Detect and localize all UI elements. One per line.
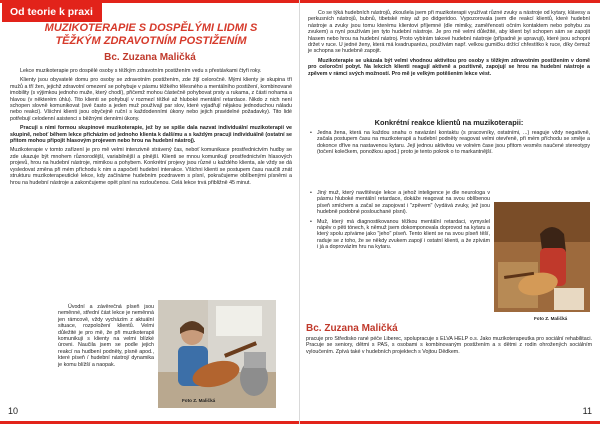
therapy-photo-right xyxy=(494,202,590,312)
photo-illustration xyxy=(494,202,590,312)
article-author: Bc. Zuzana Maličká xyxy=(104,52,196,63)
top-red-band xyxy=(300,0,600,3)
page-number-right: 11 xyxy=(582,406,592,416)
reaction-item: • Muž, který má diagnostikovanou těžkou mentální retardaci, vymyslel nápěv o pěti tónech, k němuž jsem dokomponovala doprovod na kytaru a který spolu zpíváme jako "jeho" píseň. Tento klient se na svou píseň těší, raduje se z toho, že se někdy zvukem zapojí i ostatní klienti, a že zpívám i já a doprovázím hru na kytaru. xyxy=(308,219,490,251)
reactions-subheading: Konkrétní reakce klientů na muzikoterapii: xyxy=(374,118,524,127)
photo-caption-right: Foto Z. Maličká xyxy=(534,316,568,321)
author-bio-text: pracuje pro Středisko rané péče Liberec, spolupracuje s ELVA HELP o.s. Jako muzikoterapeutka pro sociální rehabilitaci. Pracuje se seniory, dětmi s PAS, s osobami s kombinovaným postižením a s dětmi z rodin ohrožených sociálním vyloučením. Zpívá také v hudebních projektech s Vojtou Dědkem. xyxy=(306,336,592,355)
page-number-left: 10 xyxy=(8,406,19,416)
reactions-list xyxy=(308,190,490,251)
left-body-column xyxy=(10,68,292,189)
author-bio xyxy=(306,336,592,358)
photo-illustration xyxy=(158,300,276,408)
therapy-photo-left xyxy=(158,300,276,408)
left-paragraph: Klienty jsou obyvatelé domu pro osoby se zdravotním postižením, zde žijí celoročně. Mými klienty je skupina tří mužů a tří žen, jejichž zdravotní omezení se pohybuje v pásmu těžkého tělesného a mentálního postižení, kombinované imobility (s výjimkou jednoho muže, který chodí), přičemž mohou částečně pohybovat prsty a rukama, z části nohama a hlavou (v některém úhlu). Tito klienti se pohybují v rozmezí těžké až hluboké mentální retardace. Nikdo z nich není schopen slovně komunikovat (své často a jeden muž používají par slov, které vyjadřují nějakou jednoduchou náladu nebo reakci). Všichni klienti jsou obyčejně ruční s každodenními úkony nebo jejich pravidelné požadavky). Tito lidé potřebují celodenní asistenci s běžnými denními úkony. xyxy=(10,77,292,122)
photo-caption-left: Foto Z. Maličká xyxy=(182,398,216,403)
reactions-list-top xyxy=(308,130,590,159)
right-paragraph: Co se týká hudebních nástrojů, zkoušela jsem při muzikoterapii využívat různé zvuky a nástroje od kytary, klávesy a perkusních nástrojů, bubnů, tibetské misy až po didgeridoo. Vypozorovala jsem dle reakcí klientů, které hudební nástroje a zvuky jsou tomu kterému klientovi příjemné (dle mimiky, zaměřenosti očním kontaktem nebo pohybu za zvukem) a nyní používám jen tyto hudební nástroje. Je pro mě velmi důležité, aby klient byl schopen sám se zapojit hlasem nebo hrou na hudební nástroj. Proto vybírám takové hudební nástroje (případně je upravuji), které jsou schopni držet v ruce. U jedné ženy, která má kvadruparézu, používám např. velkou gumičku držící chřestítko k ruce, díky čemuž je schopna se hudebně zapojit. xyxy=(308,10,590,55)
article-title: MUZIKOTERAPIE S DOSPĚLÝMI LIDMI S TĚŽKÝM ZDRAVOTNÍM POSTIŽENÍM xyxy=(44,22,258,47)
left-lower-column xyxy=(58,304,154,371)
author-bio-name: Bc. Zuzana Maličká xyxy=(306,323,398,334)
reactions-list-bottom xyxy=(308,190,490,254)
reaction-item: • Jedna žena, která na každou snahu o navázání kontaktu (s pracovníky, ostatními, ...) reaguje vždy negativně, začala postupem času na muzikoterapii a hudební podněty reagovat velmi otevřeně, při mém příchodu se směje a dokonce dříve na nastavenou kytaru. Její jednou aktivitou ve volném čase jsou přitom vesměs naučené stereotypy (točení kolečkem, ponožkou apod.) proto je tento pokrok o to markantnější. xyxy=(308,130,590,156)
left-paragraph: Úvodní a závěrečná píseň jsou neměnné, střední část lekce je neměnná jen rámcově, vždy vycházím z aktuální situace, rozpoložení klientů. Velmi důležité je pro mě, že při muzikoterapii komunikuji s klienty na velmi blízké úrovni. Naučila jsem se podle jejich reakcí na hudbení podněty, písně apod., které píseň / hudební nástroj/ dynamika je komu blížší a naopak. xyxy=(58,304,154,368)
right-paragraph: Muzikoterapie se ukázala být velmi vhodnou aktivitou pro osoby s těžkým zdravotním postižením v domě pro celoroční pobyt. Na lekcích klienti reagují aktivně a pozitivně, zapojují se hrou na hudební nástroje a zpěvem v rámci svých možností. Pro mě je velkým potěšením lekce vést. xyxy=(308,57,590,77)
left-paragraph: Muzikoterapie v tomto zařízení je pro mě velmi intenzivně strávený čas, neboť komunikace prostřednictvím hudby se zde ukazuje být mnohem různorodější, variabilnější a plnější. Klienti se mnou komunikují prostřednictvím hlasových projevů, hrou na hudební nástroje, mimikou a pohybem. Konkrétní projevy jsou různé u každého klienta, ale vždy se dá vysledovat změna při mém příchodu k nim a započetí hudební interakce. Všichni klienti se postupem času naučili znát strukturu muzikoterapeutické lekce, kdy začínáme hudebním pozdravem s písní, pokračujeme oblíbenými písněmi a hrou na hudební nástroje a zakončujeme opět písní na rozloučenou. Celá lekce trvá přibližně 45 minut. xyxy=(10,147,292,186)
section-tab: Od teorie k praxi xyxy=(2,3,102,22)
right-page xyxy=(300,0,600,424)
reaction-item: • Jiný muž, který navštěvuje lekce a jehož inteligence je dle neurologa v pásmu hluboké mentální retardace, dokáže reagovat na svou oblíbenou píseň smíchem a začal se zapojovat i "zpěvem" (vydává zvuky, jež jsou hudebně podobné poslouchané písni). xyxy=(308,190,490,216)
reactions-list xyxy=(308,130,590,156)
right-top-column xyxy=(308,10,590,80)
left-paragraph: Lekce muzikoterapie pro dospělé osoby s těžkým zdravotním postižením vedu s přestávkami čtyři roky. xyxy=(20,68,262,74)
left-paragraph: Pracuji s nimi formou skupinové muzikoterapie, jež by se spíše dala nazvat individuální muzikoterapií ve skupině, neboť během lekce přicházím od jednoho klienta k dalšímu a s každým pracuji individuálně (ostatní se přitom mohou připojit hlasovým projevem nebo hrou na hudební nástroj). xyxy=(10,125,292,145)
